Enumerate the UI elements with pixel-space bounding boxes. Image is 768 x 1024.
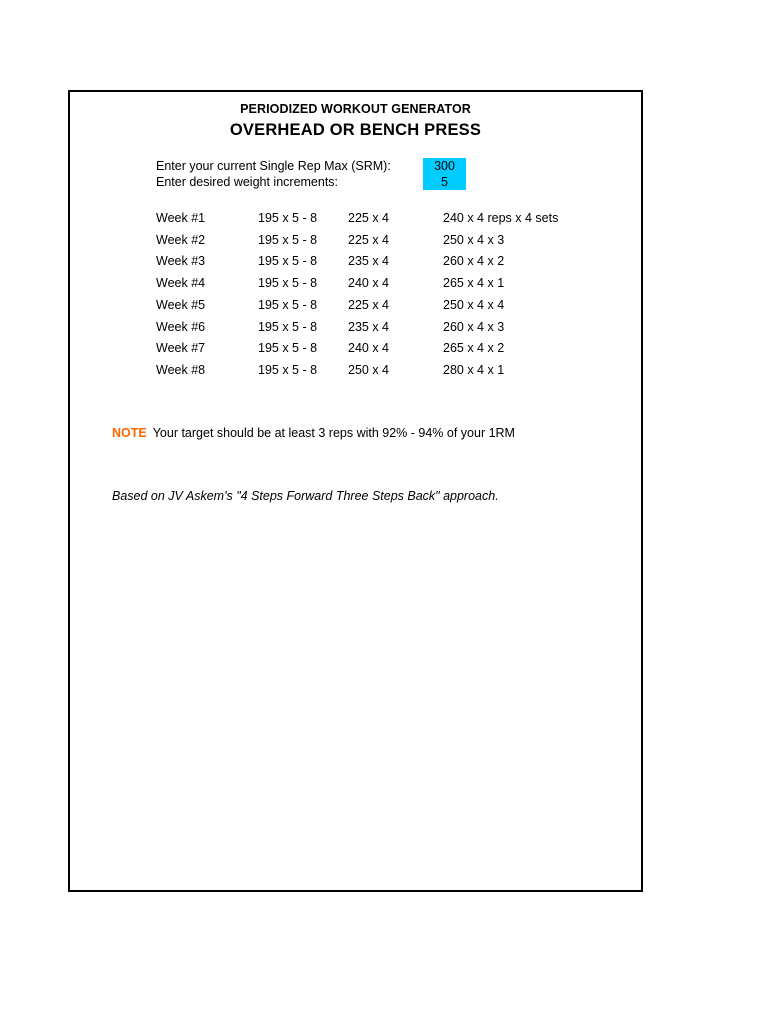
week-label: Week #7 — [156, 341, 206, 355]
warmup-set: 195 x 5 - 8 — [258, 298, 318, 312]
table-row — [70, 276, 641, 296]
increment-label: Enter desired weight increments: — [156, 175, 339, 189]
warmup-set: 195 x 5 - 8 — [258, 363, 318, 377]
table-row — [70, 211, 641, 231]
table-row — [70, 254, 641, 274]
top-set: 260 x 4 x 3 — [443, 320, 505, 334]
sheet-title: OVERHEAD OR BENCH PRESS — [229, 121, 482, 139]
note-text: Your target should be at least 3 reps with 92% - 94% of your 1RM — [152, 426, 515, 440]
week-label: Week #6 — [156, 320, 206, 334]
table-row — [70, 298, 641, 318]
mid-set: 225 x 4 — [348, 298, 390, 312]
top-set: 265 x 4 x 1 — [443, 276, 505, 290]
warmup-set: 195 x 5 - 8 — [258, 233, 318, 247]
mid-set: 235 x 4 — [348, 254, 390, 268]
srm-label: Enter your current Single Rep Max (SRM): — [156, 159, 391, 173]
table-row — [70, 233, 641, 253]
table-row — [70, 341, 641, 361]
srm-input-cell[interactable]: 300 — [423, 158, 466, 174]
top-set: 250 x 4 x 4 — [443, 298, 505, 312]
credit-line: Based on JV Askem's "4 Steps Forward Three Steps Back" approach. — [112, 489, 499, 503]
warmup-set: 195 x 5 - 8 — [258, 320, 318, 334]
week-label: Week #1 — [156, 211, 206, 225]
warmup-set: 195 x 5 - 8 — [258, 254, 318, 268]
mid-set: 235 x 4 — [348, 320, 390, 334]
top-set: 265 x 4 x 2 — [443, 341, 505, 355]
increment-input-cell[interactable]: 5 — [423, 174, 466, 190]
week-label: Week #8 — [156, 363, 206, 377]
workout-sheet — [68, 90, 643, 892]
mid-set: 240 x 4 — [348, 341, 390, 355]
warmup-set: 195 x 5 - 8 — [258, 211, 318, 225]
note-label: NOTE — [112, 426, 147, 440]
mid-set: 225 x 4 — [348, 211, 390, 225]
week-label: Week #5 — [156, 298, 206, 312]
mid-set: 225 x 4 — [348, 233, 390, 247]
table-row — [70, 320, 641, 340]
week-label: Week #4 — [156, 276, 206, 290]
table-row — [70, 363, 641, 383]
note — [112, 426, 515, 440]
mid-set: 240 x 4 — [348, 276, 390, 290]
mid-set: 250 x 4 — [348, 363, 390, 377]
week-label: Week #3 — [156, 254, 206, 268]
week-label: Week #2 — [156, 233, 206, 247]
sheet-subtitle: PERIODIZED WORKOUT GENERATOR — [240, 102, 471, 116]
top-set: 280 x 4 x 1 — [443, 363, 505, 377]
warmup-set: 195 x 5 - 8 — [258, 276, 318, 290]
warmup-set: 195 x 5 - 8 — [258, 341, 318, 355]
top-set: 240 x 4 reps x 4 sets — [443, 211, 559, 225]
top-set: 260 x 4 x 2 — [443, 254, 505, 268]
top-set: 250 x 4 x 3 — [443, 233, 505, 247]
